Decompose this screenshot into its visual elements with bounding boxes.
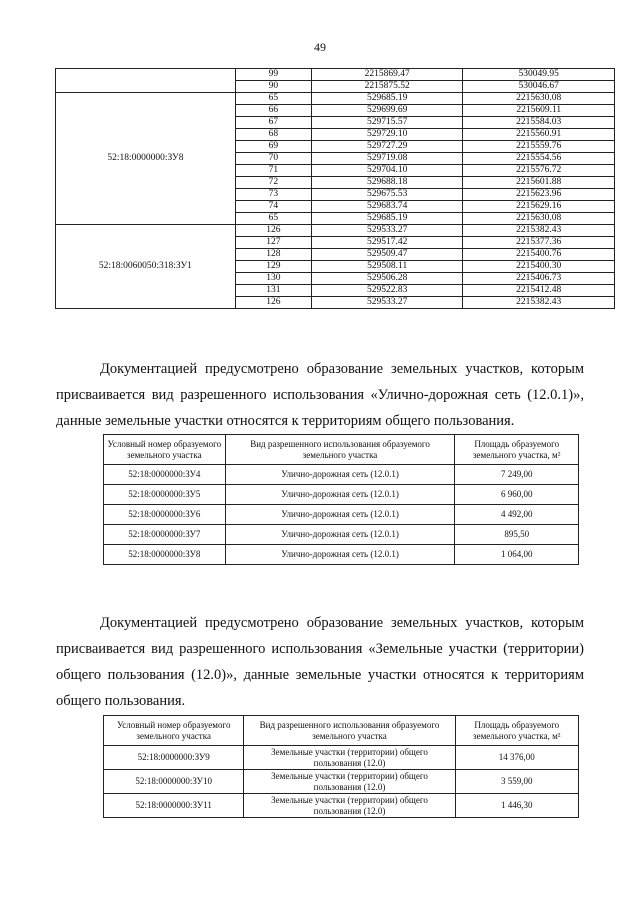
permitted-use-cell: Улично-дорожная сеть (12.0.1) [225, 525, 455, 545]
table-row [104, 770, 579, 794]
y-coordinate-cell: 2215400.30 [463, 261, 615, 273]
point-number-cell: 67 [235, 117, 311, 129]
area-cell: 1 064,00 [455, 545, 579, 565]
permitted-use-cell: Улично-дорожная сеть (12.0.1) [225, 465, 455, 485]
x-coordinate-cell: 529704.10 [311, 165, 463, 177]
point-number-cell: 73 [235, 189, 311, 201]
x-coordinate-cell: 529719.08 [311, 153, 463, 165]
paragraph-text: Документацией предусмотрено образование земельных участков, которым присваивается вид разрешенного использования «Земельные участки (территории) общего пользования (12.0)», данные земельные участки относятся к территориям общего пользования. [56, 615, 584, 709]
point-number-cell: 70 [235, 153, 311, 165]
permitted-use-cell: Улично-дорожная сеть (12.0.1) [225, 505, 455, 525]
x-coordinate-cell: 529533.27 [311, 297, 463, 309]
permitted-use-cell: Земельные участки (территории) общего пользования (12.0) [244, 746, 455, 770]
x-coordinate-cell: 2215869.47 [311, 69, 463, 81]
header-row [104, 435, 579, 465]
point-number-cell: 126 [235, 297, 311, 309]
x-coordinate-cell: 529685.19 [311, 213, 463, 225]
point-number-cell: 127 [235, 237, 311, 249]
y-coordinate-cell: 2215554.56 [463, 153, 615, 165]
column-header [455, 435, 579, 465]
x-coordinate-cell: 529522.83 [311, 285, 463, 297]
y-coordinate-cell: 2215382.43 [463, 297, 615, 309]
coordinates-table [55, 68, 615, 309]
permitted-use-cell: Земельные участки (территории) общего пользования (12.0) [244, 770, 455, 794]
x-coordinate-cell: 529506.28 [311, 273, 463, 285]
y-coordinate-cell: 2215630.08 [463, 213, 615, 225]
x-coordinate-cell: 529508.11 [311, 261, 463, 273]
y-coordinate-cell: 2215623.96 [463, 189, 615, 201]
table-row [104, 746, 579, 770]
table-row [104, 545, 579, 565]
point-number-cell: 72 [235, 177, 311, 189]
coord-row [56, 225, 615, 237]
column-header: Условный номер образуемого земельного участка [104, 435, 226, 465]
point-number-cell: 126 [235, 225, 311, 237]
x-coordinate-cell: 529517.42 [311, 237, 463, 249]
point-number-cell: 65 [235, 213, 311, 225]
table-row [104, 525, 579, 545]
table-row [104, 505, 579, 525]
y-coordinate-cell: 2215382.43 [463, 225, 615, 237]
y-coordinate-cell: 530049.95 [463, 69, 615, 81]
plot-number-cell: 52:18:0000000:ЗУ6 [104, 505, 226, 525]
y-coordinate-cell: 2215601.88 [463, 177, 615, 189]
x-coordinate-cell: 529685.19 [311, 93, 463, 105]
point-number-cell: 131 [235, 285, 311, 297]
x-coordinate-cell: 529688.18 [311, 177, 463, 189]
y-coordinate-cell: 2215377.36 [463, 237, 615, 249]
plot-number-cell: 52:18:0060050:318:ЗУ1 [56, 225, 236, 309]
y-coordinate-cell: 2215630.08 [463, 93, 615, 105]
y-coordinate-cell: 2215406.73 [463, 273, 615, 285]
column-header-text: Площадь образуемого земельного участка, м² [473, 720, 561, 741]
area-cell: 6 960,00 [455, 485, 579, 505]
plot-number-cell: 52:18:0000000:ЗУ5 [104, 485, 226, 505]
plot-number-cell: 52:18:0000000:ЗУ11 [104, 794, 244, 818]
permitted-use-cell: Земельные участки (территории) общего пользования (12.0) [244, 794, 455, 818]
y-coordinate-cell: 2215559.76 [463, 141, 615, 153]
area-cell: 14 376,00 [455, 746, 578, 770]
column-header: Условный номер образуемого земельного участка [104, 716, 244, 746]
x-coordinate-cell: 529683.74 [311, 201, 463, 213]
plot-number-cell: 52:18:0000000:ЗУ8 [104, 545, 226, 565]
area-cell: 1 446,30 [455, 794, 578, 818]
plot-number-cell: 52:18:0000000:ЗУ10 [104, 770, 244, 794]
area-cell: 7 249,00 [455, 465, 579, 485]
column-header: Вид разрешенного использования образуемого земельного участка [244, 716, 455, 746]
coord-row [56, 93, 615, 105]
y-coordinate-cell: 2215560.91 [463, 129, 615, 141]
x-coordinate-cell: 529533.27 [311, 225, 463, 237]
page-number: 49 [314, 40, 326, 54]
paragraph-public-areas [56, 610, 584, 714]
area-cell: 4 492,00 [455, 505, 579, 525]
x-coordinate-cell: 529727.29 [311, 141, 463, 153]
plot-number-cell: 52:18:0000000:ЗУ4 [104, 465, 226, 485]
y-coordinate-cell: 2215576.72 [463, 165, 615, 177]
point-number-cell: 99 [235, 69, 311, 81]
y-coordinate-cell: 530046.67 [463, 81, 615, 93]
point-number-cell: 74 [235, 201, 311, 213]
point-number-cell: 65 [235, 93, 311, 105]
y-coordinate-cell: 2215400.76 [463, 249, 615, 261]
area-cell: 3 559,00 [455, 770, 578, 794]
paragraph-street-network [56, 356, 584, 434]
column-header-text: Площадь образуемого земельного участка, м² [473, 439, 561, 460]
x-coordinate-cell: 529729.10 [311, 129, 463, 141]
point-number-cell: 129 [235, 261, 311, 273]
y-coordinate-cell: 2215609.11 [463, 105, 615, 117]
plot-number-cell: 52:18:0000000:ЗУ7 [104, 525, 226, 545]
x-coordinate-cell: 529509.47 [311, 249, 463, 261]
plot-number-cell: 52:18:0000000:ЗУ9 [104, 746, 244, 770]
plot-number-cell [56, 69, 236, 93]
column-header [455, 716, 578, 746]
permitted-use-cell: Улично-дорожная сеть (12.0.1) [225, 485, 455, 505]
point-number-cell: 68 [235, 129, 311, 141]
y-coordinate-cell: 2215629.16 [463, 201, 615, 213]
area-cell: 895,50 [455, 525, 579, 545]
table-row [104, 465, 579, 485]
y-coordinate-cell: 2215584.03 [463, 117, 615, 129]
street-network-plots-table [103, 434, 579, 565]
public-areas-plots-table [103, 715, 579, 818]
table-row [104, 794, 579, 818]
point-number-cell: 128 [235, 249, 311, 261]
permitted-use-cell: Улично-дорожная сеть (12.0.1) [225, 545, 455, 565]
point-number-cell: 90 [235, 81, 311, 93]
table-row [104, 485, 579, 505]
x-coordinate-cell: 529715.57 [311, 117, 463, 129]
y-coordinate-cell: 2215412.48 [463, 285, 615, 297]
coord-row [56, 69, 615, 81]
x-coordinate-cell: 529699.69 [311, 105, 463, 117]
header-row [104, 716, 579, 746]
paragraph-text: Документацией предусмотрено образование земельных участков, которым присваивается вид разрешенного использования «Улично-дорожная сеть (12.0.1)», данные земельные участки относятся к территориям общего пользования. [56, 361, 584, 429]
point-number-cell: 66 [235, 105, 311, 117]
plot-number-cell: 52:18:0000000:ЗУ8 [56, 93, 236, 225]
column-header: Вид разрешенного использования образуемого земельного участка [225, 435, 455, 465]
x-coordinate-cell: 2215875.52 [311, 81, 463, 93]
point-number-cell: 130 [235, 273, 311, 285]
x-coordinate-cell: 529675.53 [311, 189, 463, 201]
point-number-cell: 69 [235, 141, 311, 153]
point-number-cell: 71 [235, 165, 311, 177]
